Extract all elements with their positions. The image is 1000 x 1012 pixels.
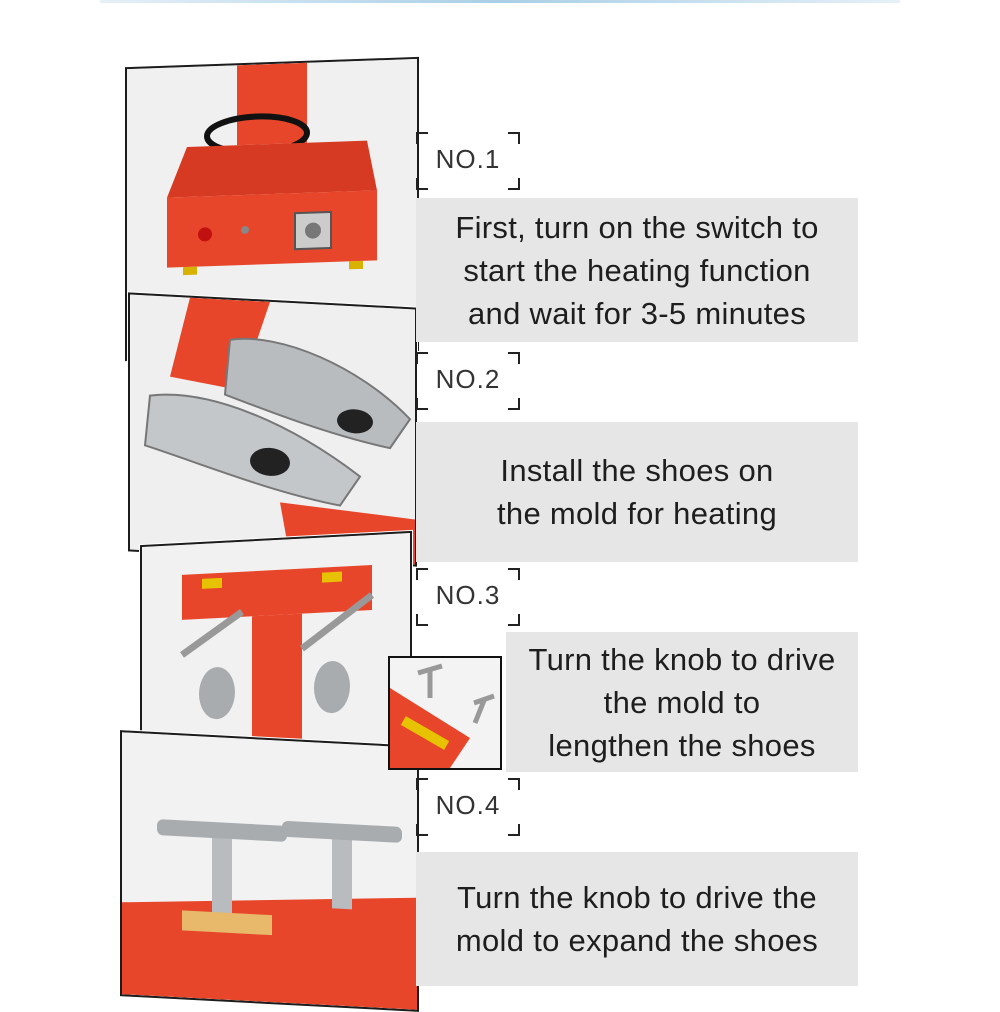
step1-description (416, 198, 858, 342)
step4-badge (416, 778, 520, 836)
top-accent-bar (100, 0, 900, 3)
step4-description (416, 852, 858, 986)
step1-badge-label: NO.1 (435, 144, 501, 174)
step4-badge-label: NO.4 (435, 790, 501, 820)
shoe-mold-illustration (130, 295, 415, 565)
step2-badge (416, 352, 520, 410)
step2-photo-shoe-molds (128, 292, 417, 566)
t-handle-illustration (122, 732, 417, 1009)
step3-inset-photo (388, 656, 502, 770)
step2-description (416, 422, 858, 562)
step4-description-text: Turn the knob to drive the mold to expand the shoes (455, 880, 819, 958)
step1-badge (416, 132, 520, 190)
step4-photo-t-handles (120, 730, 419, 1012)
step3-description-text: Turn the knob to drive the mold to lengthen the shoes (528, 641, 836, 763)
step3-description (506, 632, 858, 772)
knob-closeup-illustration (390, 658, 500, 768)
step3-badge (416, 568, 520, 626)
step2-description-text: Install the shoes on the mold for heating (496, 453, 777, 531)
step3-badge-label: NO.3 (435, 580, 501, 610)
step1-description-text: First, turn on the switch to start the heating function and wait for 3-5 minutes (455, 209, 819, 331)
step2-badge-label: NO.2 (435, 364, 501, 394)
